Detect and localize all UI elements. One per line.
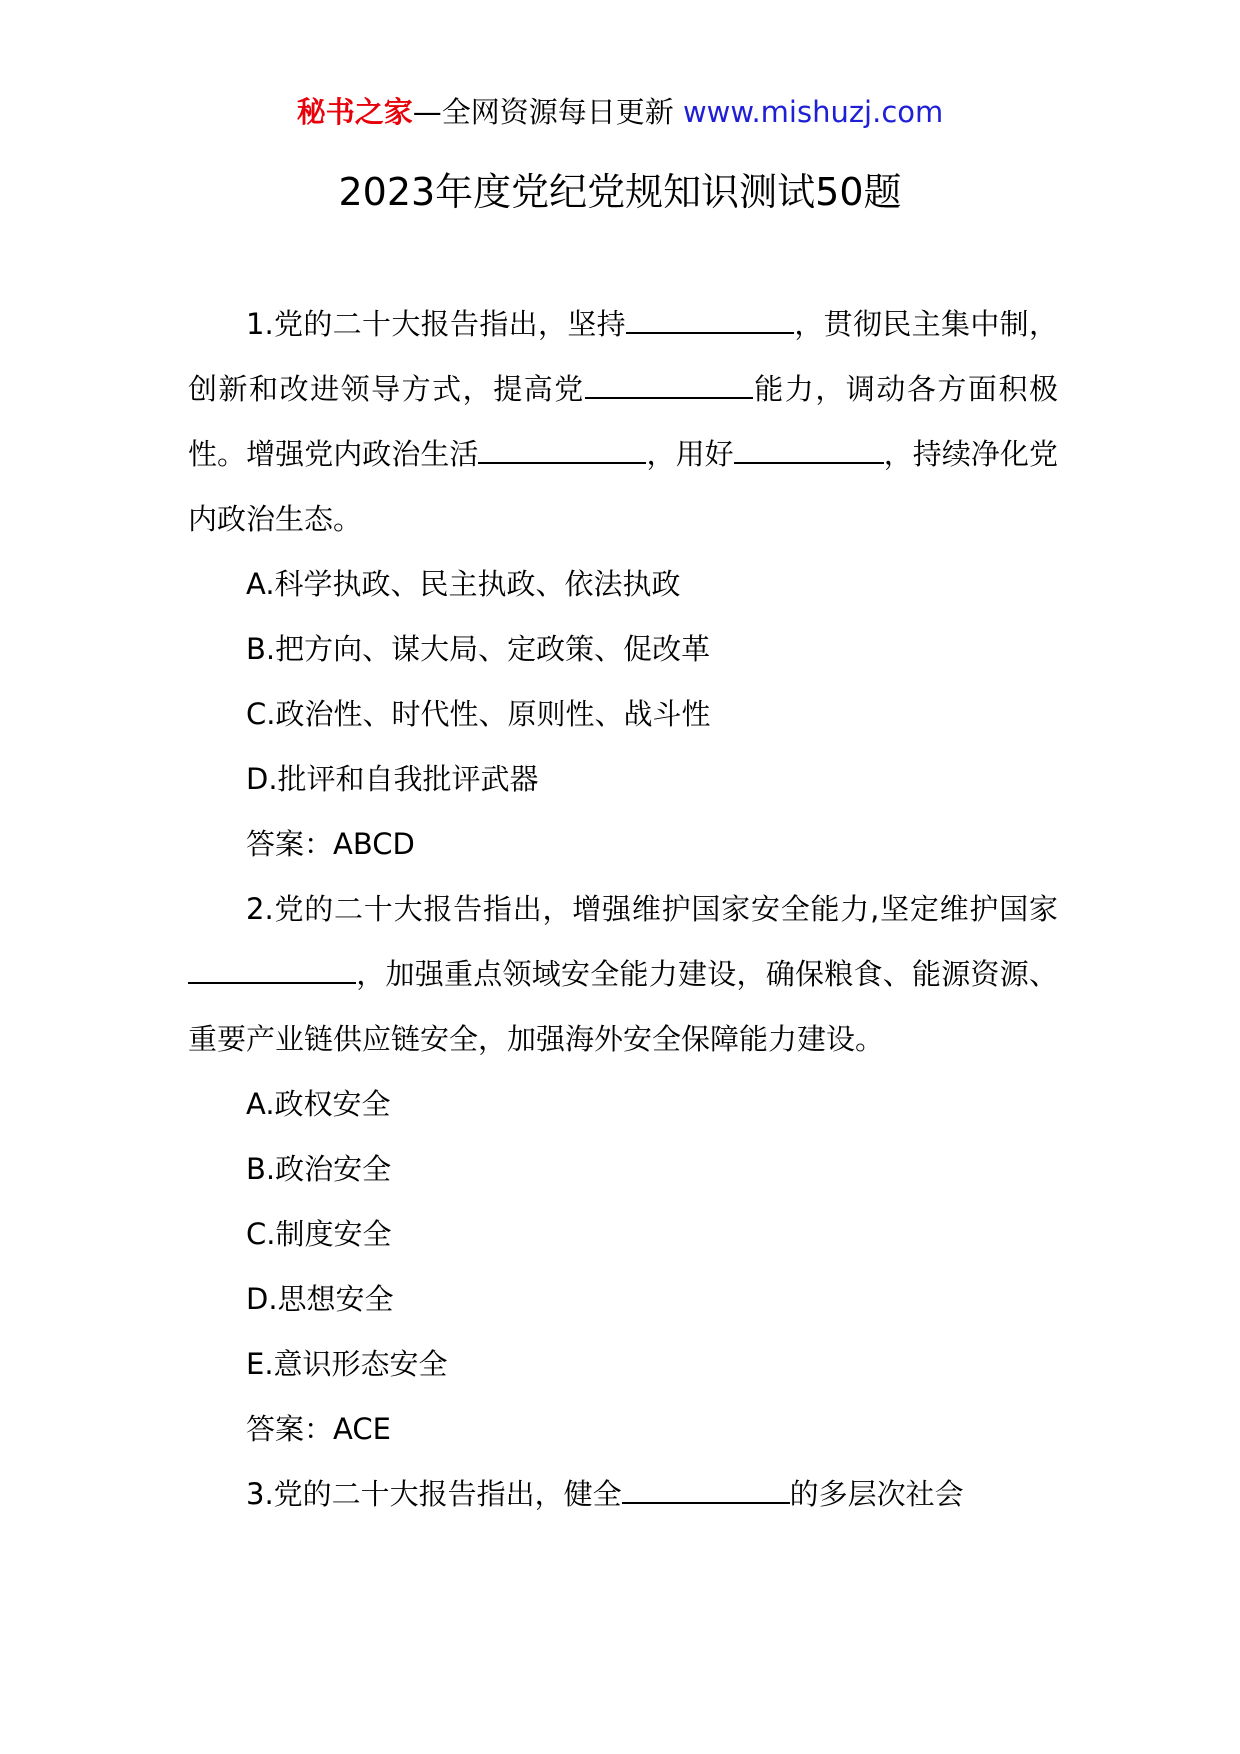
page-header xyxy=(0,92,1240,132)
question-1-option-b: B.把方向、谋大局、定政策、促改革 xyxy=(246,632,711,666)
answer-blank xyxy=(478,434,646,464)
question-1-option-a: A.科学执政、民主执政、依法执政 xyxy=(246,567,681,601)
answer-blank xyxy=(585,369,753,399)
question-1-answer: 答案：ABCD xyxy=(246,827,415,861)
question-1-stem: 1.党的二十大报告指出，坚持 ，贯彻民主集中制，创新和改进领导方式，提高党 能力，调动各方面积极性。增强党内政治生活 ，用好 ，持续净化党内政治生态。 xyxy=(188,292,1058,552)
answer-blank xyxy=(734,434,884,464)
document-title: 2023年度党纪党规知识测试50题 xyxy=(338,170,902,214)
question-2-option-d: D.思想安全 xyxy=(246,1282,394,1316)
answer-blank xyxy=(626,304,794,334)
question-2-answer: 答案：ACE xyxy=(246,1412,391,1446)
header-tagline: —全网资源每日更新 xyxy=(412,95,674,129)
question-2-option-a: A.政权安全 xyxy=(246,1087,391,1121)
question-1-option-d: D.批评和自我批评武器 xyxy=(246,762,539,796)
site-url: www.mishuzj.com xyxy=(682,95,944,129)
question-2-option-b: B.政治安全 xyxy=(246,1152,392,1186)
question-2-stem: 2.党的二十大报告指出，增强维护国家安全能力,坚定维护国家，加强重点领域安全能力建设，确保粮食、能源资源、重要产业链供应链安全，加强海外安全保障能力建设。 xyxy=(188,892,1058,1056)
question-1-option-c: C.政治性、时代性、原则性、战斗性 xyxy=(246,697,711,731)
document-body xyxy=(188,292,1058,1527)
question-2-option-c: C.制度安全 xyxy=(246,1217,392,1251)
brand-name: 秘书之家 xyxy=(296,95,413,129)
question-2-option-e: E.意识形态安全 xyxy=(246,1347,448,1381)
question-3-stem: 3.党的二十大报告指出，健全 的多层次社会 xyxy=(188,1462,1058,1527)
answer-blank xyxy=(622,1474,790,1504)
answer-blank xyxy=(188,954,356,984)
